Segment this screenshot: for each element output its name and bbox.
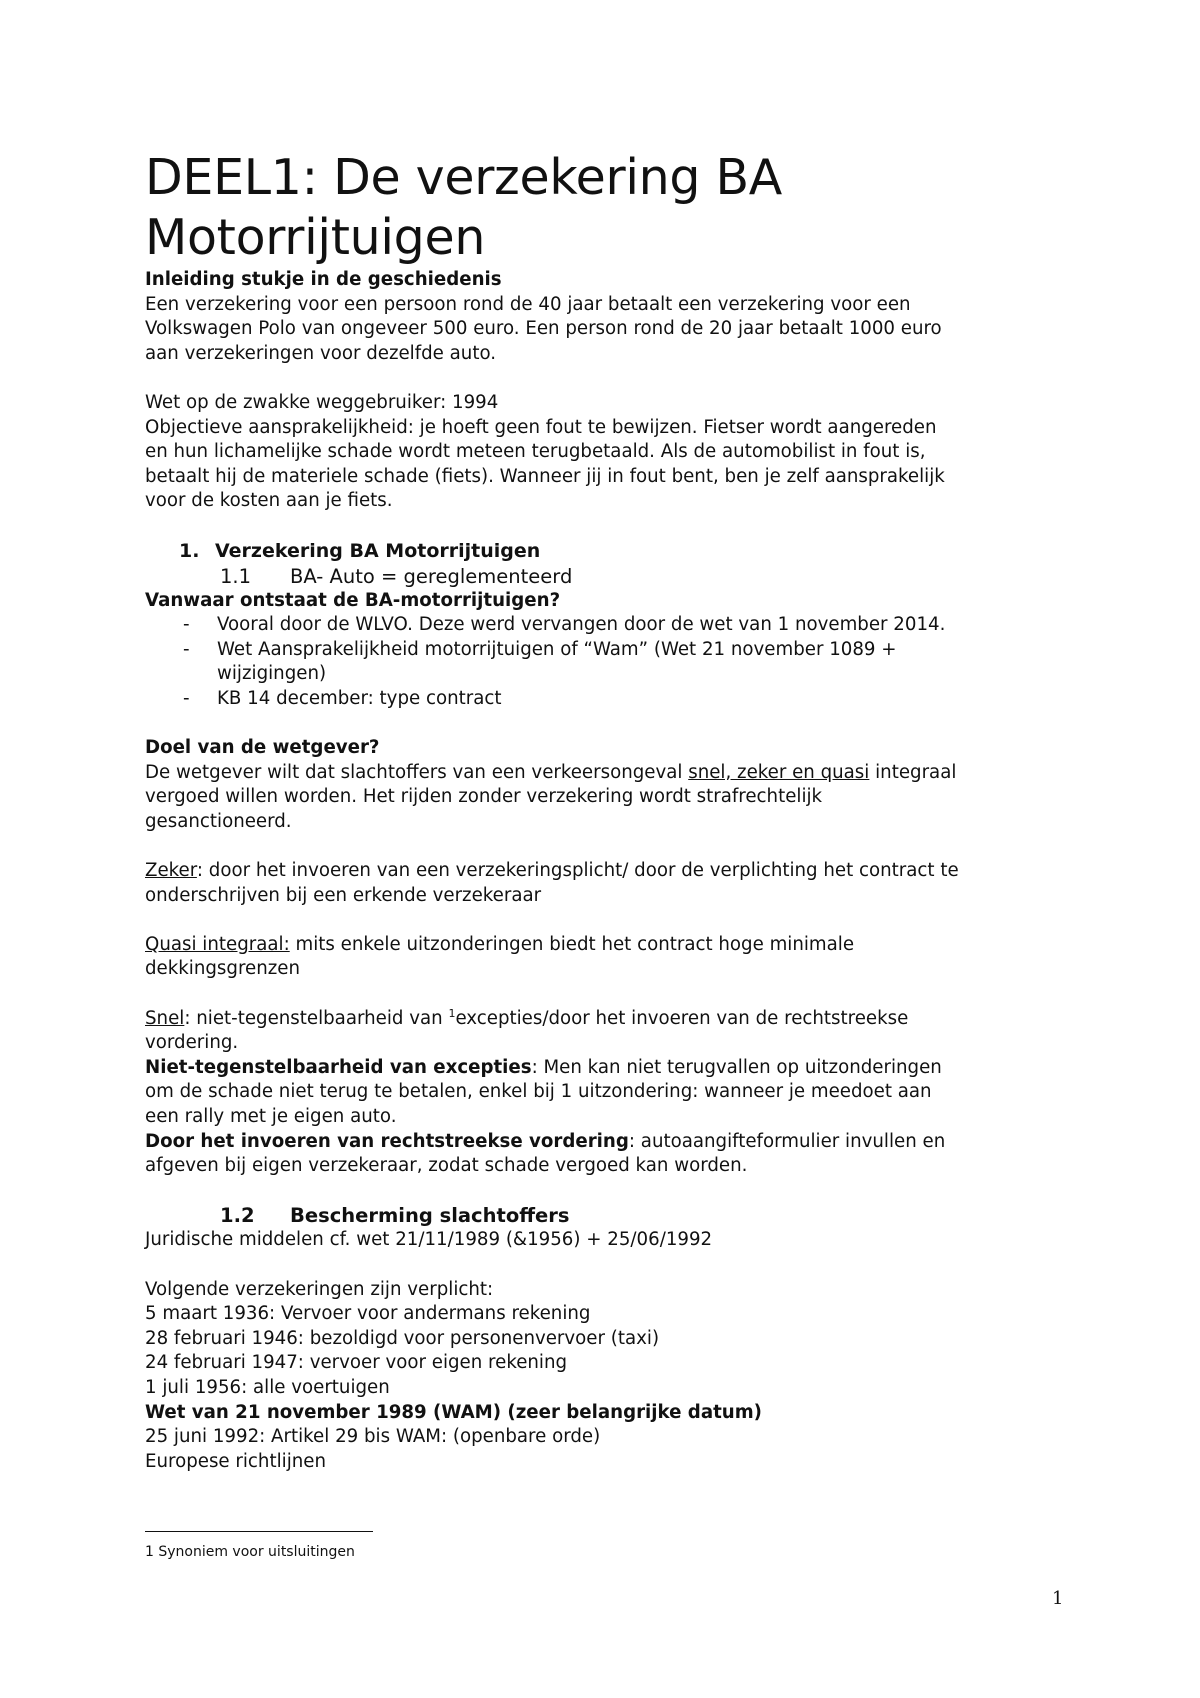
heading-1-2: 1.2 Bescherming slachtoffers (220, 1204, 570, 1228)
wet-zwakke-weggebruiker: Wet op de zwakke weggebruiker: 1994 (145, 391, 499, 413)
list-item: - KB 14 december: type contract (183, 687, 502, 709)
quasi-line: dekkingsgrenzen (145, 958, 301, 980)
niet-line: om de schade niet terug te betalen, enkel bij 1 uitzondering: wanneer je meedoet aan (145, 1081, 932, 1103)
objectieve-line: betaalt hij de materiele schade (fiets). Wanneer jij in fout bent, ben je zelf aansprakelijk (145, 465, 945, 487)
niet-line: een rally met je eigen auto. (145, 1106, 397, 1127)
date-item: 24 februari 1947: vervoer voor eigen rekening (145, 1352, 568, 1374)
objectieve-line: voor de kosten aan je fiets. (145, 490, 393, 512)
objectieve-line: Objectieve aansprakelijkheid: je hoeft geen fout te bewijzen. Fietser wordt aangereden (145, 416, 937, 438)
doel-line: gesanctioneerd. (145, 810, 292, 832)
footnote-separator (145, 1531, 373, 1532)
heading-1-1: 1.1 BA- Auto = gereglementeerd (220, 564, 573, 588)
list-item: - Vooral door de WLVO. Deze werd vervangen door de wet van 1 november 2014. (183, 614, 946, 636)
doel-line: De wetgever wilt dat slachtoffers van een verkeersongeval snel, zeker en quasi integraal (145, 761, 957, 783)
footnote: 1 Synoniem voor uitsluitingen (145, 1544, 355, 1560)
date-item: 25 juni 1992: Artikel 29 bis WAM: (openbare orde) (145, 1426, 601, 1448)
intro-line: Een verzekering voor een persoon rond de 40 jaar betaalt een verzekering voor een (145, 293, 911, 315)
juridische-line: Juridische middelen cf. wet 21/11/1989 (&1956) + 25/06/1992 (145, 1229, 713, 1251)
page-number: 1 (1052, 1588, 1064, 1609)
doel-heading: Doel van de wetgever? (145, 737, 380, 759)
quasi-line: Quasi integraal: mits enkele uitzonderingen biedt het contract hoge minimale (145, 933, 855, 955)
wet-1989-line: Wet van 21 november 1989 (WAM) (zeer belangrijke datum) (145, 1401, 762, 1423)
snel-line: vordering. (145, 1032, 239, 1054)
date-item: 5 maart 1936: Vervoer voor andermans rekening (145, 1303, 591, 1325)
door-line: Door het invoeren van rechtstreekse vordering: autoaangifteformulier invullen en (145, 1130, 946, 1152)
zeker-line: onderschrijven bij een erkende verzekeraar (145, 884, 542, 906)
zeker-line: Zeker: door het invoeren van een verzekeringsplicht/ door de verplichting het contract te (145, 860, 959, 882)
vanwaar-heading: Vanwaar ontstaat de BA-motorrijtuigen? (145, 589, 561, 611)
list-item: - Wet Aansprakelijkheid motorrijtuigen of “Wam” (Wet 21 november 1089 + (183, 638, 897, 660)
doel-line: vergoed willen worden. Het rijden zonder verzekering wordt strafrechtelijk (145, 786, 823, 808)
footnote-reference[interactable]: 1 (448, 1006, 456, 1020)
page-title: DEEL1: De verzekering BA Motorrijtuigen (145, 149, 783, 266)
objectieve-line: en hun lichamelijke schade wordt meteen terugbetaald. Als de automobilist in fout is, (145, 441, 926, 463)
list-item-continuation: wijzigingen) (217, 663, 327, 685)
niet-line: Niet-tegenstelbaarheid van excepties: Men kan niet terugvallen op uitzonderingen (145, 1056, 942, 1078)
volgende-line: Volgende verzekeringen zijn verplicht: (145, 1278, 494, 1300)
date-item: 28 februari 1946: bezoldigd voor personenvervoer (taxi) (145, 1327, 660, 1349)
intro-line: aan verzekeringen voor dezelfde auto. (145, 342, 497, 364)
intro-line: Volkswagen Polo van ongeveer 500 euro. Een person rond de 20 jaar betaalt 1000 euro (145, 318, 942, 340)
door-line: afgeven bij eigen verzekeraar, zodat schade vergoed kan worden. (145, 1155, 748, 1177)
heading-1: 1. Verzekering BA Motorrijtuigen (179, 539, 541, 562)
document-page (145, 148, 1065, 1474)
intro-heading: Inleiding stukje in de geschiedenis (145, 269, 502, 290)
date-item: Europese richtlijnen (145, 1450, 326, 1472)
date-item: 1 juli 1956: alle voertuigen (145, 1376, 390, 1398)
snel-line: Snel: niet-tegenstelbaarheid van $^1$excepties/door het invoeren van de rechtstreekse (145, 1006, 909, 1029)
